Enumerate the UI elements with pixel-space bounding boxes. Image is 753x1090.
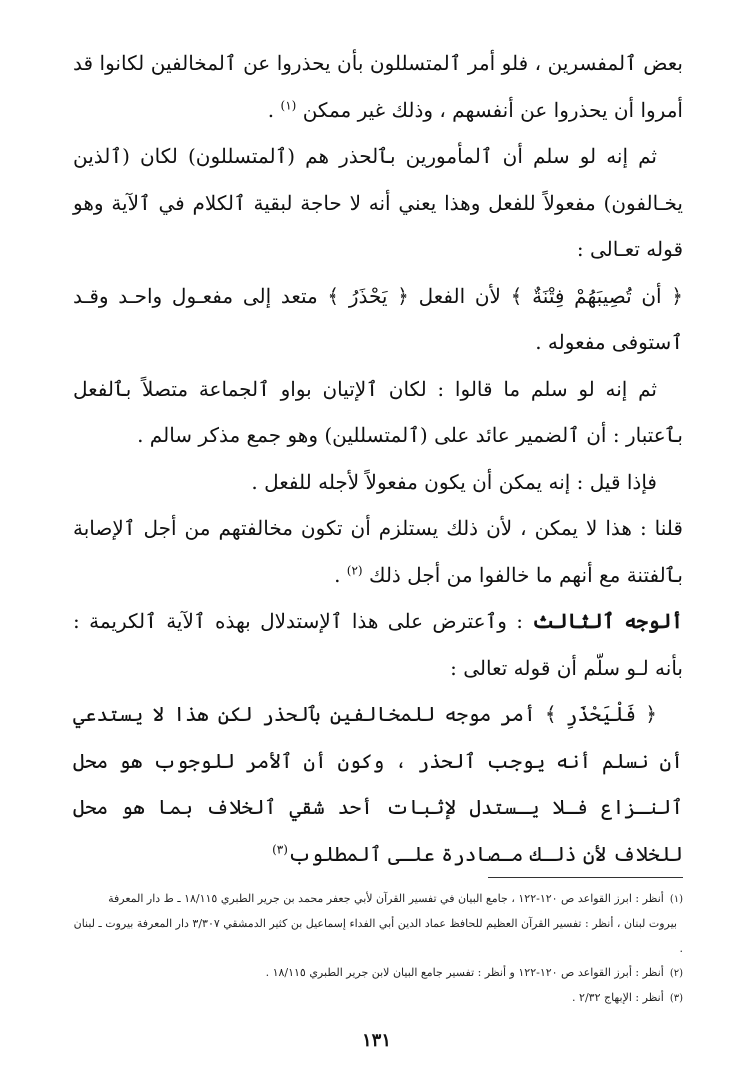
paragraph-1: بعض ٱلمفسرين ، فلو أمر ٱلمتسللون بأن يحذروا عن ٱلمخالفين لكانوا قد أمروا أن يحذروا عن أنفسهم ، وذلك غير ممكن $^{(١)}$ . [73, 51, 683, 122]
footnote-line: بيروت لبنان ، أنظر : تفسير القرآن العظيم للحافظ عماد الدين أبي الفداء إسماعيل بن كثير الدمشقي ٣/٣٠٧ دار المعرفة بيروت ـ لبنان . [73, 917, 683, 955]
paragraph-6: ألوجه ٱلثالث : وٱعترض على هذا ٱلإستدلال بهذه ٱلآية ٱلكريمة : بأنه لـو سلّم أن قوله تعالى : [73, 609, 684, 680]
footnote-ref-3: (٣) [272, 841, 288, 856]
paragraph-7: ﴿ فَلْيَحْذَرِ ﴾ أمر موجه للمخالفين بٱلحذر لكن هذا لا يستدعي أن نسلم أنه يوجب ٱلحذر ، وكون أن ٱلأمر للوجوب هو محل ٱلنـزاع فـلا يـستدل لإثبات أحد شقي ٱلخلاف بما هو محل للخلاف لأن ذلـك مـصادرة علـى ٱلمطلوب$^{(٣)}$ [73, 702, 683, 866]
paragraph-4: فإذا قيل : إنه يمكن أن يكون مفعولاً لأجله للفعل . [251, 469, 657, 494]
paragraph-5: قلنا : هذا لا يمكن ، لأن ذلك يستلزم أن تكون مخالفتهم من أجل ٱلإصابة بٱلفتنة مع أنهم ما خالفوا من أجل ذلك $^{(٢)}$ . [73, 516, 683, 587]
main-text [73, 40, 683, 877]
paragraph-2a: ثم إنه لو سلم أن ٱلمأمورين بٱلحذر هم (ٱلمتسللون) لكان (ٱلذين يخـالفون) مفعولاً للفعل وهذا يعني أنه لا حاجة لبقية ٱلكلام في ٱلآية وهو قوله تعـالى : [73, 144, 683, 261]
footnote-line: (٢)أنظر : أبرز القواعد ص ١٢٠-١٢٢ و أنظر : تفسير جامع البيان لابن جرير الطبري ١٨/١١٥ . [265, 966, 683, 979]
footnote-line: (١)أنظر : ابرز القواعد ص ١٢٠-١٢٢ ، جامع البيان في تفسير القرآن لأبي جعفر محمد بن جرير الطبري ١٨/١١٥ ـ ط دار المعرفة [108, 892, 683, 905]
paragraph-2b: ﴿ أن تُصِيبَهُمْ فِتْنَةٌ ﴾ لأن الفعل ﴿ يَحْذَرُ ﴾ متعد إلى مفعـول واحـد وقـد ٱستوفى مفعوله . [73, 283, 683, 354]
footnote-ref-2: (٢) [346, 562, 363, 577]
page-number: ١٣١ [361, 1030, 391, 1051]
footnotes [73, 887, 683, 1011]
section-heading: ألوجه ٱلثالث [532, 609, 684, 633]
footnote-line: (٣)أنظر : الإبهاج ٢/٣٢ . [572, 991, 683, 1004]
footnote-ref-1: (١) [280, 97, 297, 112]
paragraph-3: ثم إنه لو سلم ما قالوا : لكان ٱلإتيان بواو ٱلجماعة متصلاً بٱلفعل بٱعتبار : أن ٱلضمير عائد على (ٱلمتسللين) وهو جمع مذكر سالم . [73, 376, 683, 447]
footnote-divider [488, 877, 683, 878]
